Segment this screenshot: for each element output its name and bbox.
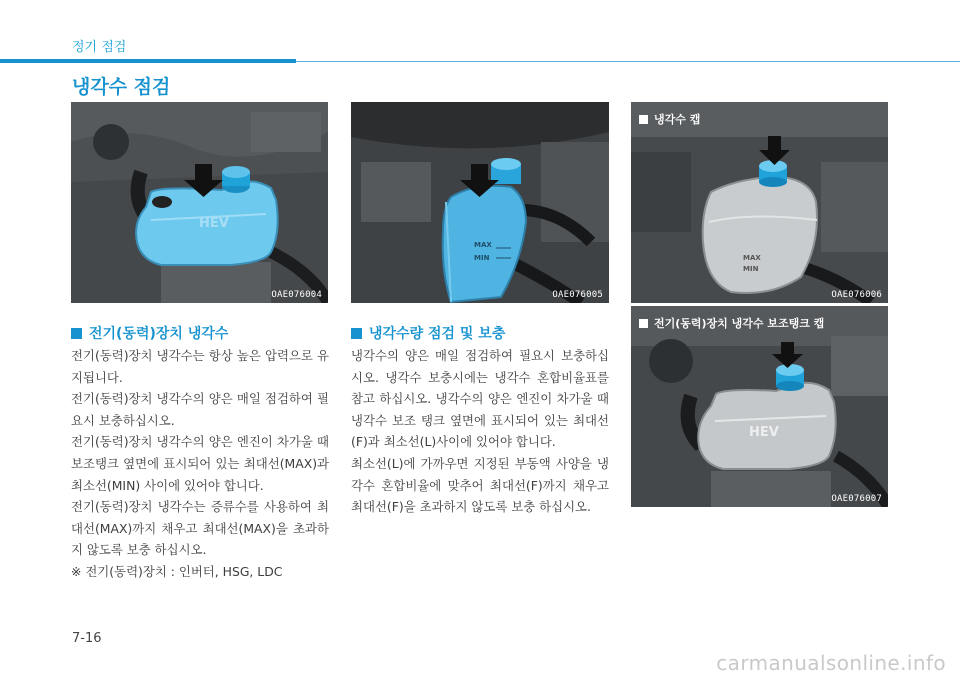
section-heading-coolant-level — [351, 323, 505, 343]
section-label: 정기 점검 — [72, 40, 127, 55]
bullet-square-icon — [351, 328, 362, 339]
tank-max-mark: MAX — [474, 241, 492, 249]
page-number: 7-16 — [72, 631, 102, 646]
engine-illustration-3 — [631, 102, 888, 303]
header-rule-thin — [296, 61, 960, 62]
paragraph: 냉각수의 양은 매일 점검하여 필요시 보충하십시오. 냉각수 보충시에는 냉각수 혼합비율표를 참고 하십시오. 냉각수의 양은 엔진이 차가울 때 냉각수 보조 탱크 옆면에 표시되어 있는 최대선(F)과 최소선(L)사이에 있어야 합니다. — [351, 348, 609, 450]
section-heading-text: 냉각수량 점검 및 보충 — [369, 326, 506, 342]
watermark-link[interactable]: carmanualsonline.info — [716, 651, 946, 675]
photo-hev-coolant-tank — [71, 102, 328, 303]
note: ※ 전기(동력)장치 : 인버터, HSG, LDC — [71, 563, 283, 579]
engine-illustration-2 — [351, 102, 609, 303]
tank-min-mark: MIN — [474, 254, 490, 262]
photo-coolant-reservoir-blue — [351, 102, 609, 303]
engine-illustration-4 — [631, 306, 888, 507]
section-heading-text: 전기(동력)장치 냉각수 — [89, 326, 229, 342]
photo-hev-auxiliary-tank-cap — [631, 306, 888, 507]
tank-hev-mark: HEV — [199, 216, 229, 231]
header-rule-thick — [0, 59, 296, 63]
bullet-square-icon — [639, 319, 648, 328]
photo-code: OAE076005 — [552, 290, 603, 300]
paragraph: 전기(동력)장치 냉각수는 증류수를 사용하여 최대선(MAX)까지 채우고 최대선(MAX)을 초과하지 않도록 보충 하십시오. — [71, 499, 329, 558]
tank-hev-mark: HEV — [749, 425, 779, 440]
section-body-hev-coolant — [71, 345, 329, 583]
photo-coolant-cap — [631, 102, 888, 303]
photo-caption — [639, 111, 700, 127]
paragraph: 전기(동력)장치 냉각수의 양은 매일 점검하여 필요시 보충하십시오. — [71, 391, 329, 428]
photo-code: OAE076006 — [831, 290, 882, 300]
engine-illustration-1 — [71, 102, 328, 303]
bullet-square-icon — [639, 115, 648, 124]
page-title: 냉각수 점검 — [72, 76, 171, 98]
photo-caption — [639, 315, 824, 331]
tank-max-mark: MAX — [743, 254, 761, 262]
photo-code: OAE076004 — [271, 290, 322, 300]
photo-code: OAE076007 — [831, 494, 882, 504]
photo-caption-text: 전기(동력)장치 냉각수 보조탱크 캡 — [654, 317, 825, 330]
bullet-square-icon — [71, 328, 82, 339]
photo-caption-text: 냉각수 캡 — [654, 113, 701, 126]
tank-min-mark: MIN — [743, 265, 759, 273]
section-heading-hev-coolant — [71, 323, 228, 343]
paragraph: 전기(동력)장치 냉각수의 양은 엔진이 차가울 때 보조탱크 옆면에 표시되어 있는 최대선(MAX)과 최소선(MIN) 사이에 있어야 합니다. — [71, 434, 329, 493]
paragraph: 최소선(L)에 가까우면 지정된 부동액 사양을 냉각수 혼합비율에 맞추어 최대선(F)까지 채우고 최대선(F)을 초과하지 않도록 보충 하십시오. — [351, 455, 609, 515]
paragraph: 전기(동력)장치 냉각수는 항상 높은 압력으로 유지됩니다. — [71, 348, 329, 385]
section-body-coolant-level — [351, 345, 609, 518]
